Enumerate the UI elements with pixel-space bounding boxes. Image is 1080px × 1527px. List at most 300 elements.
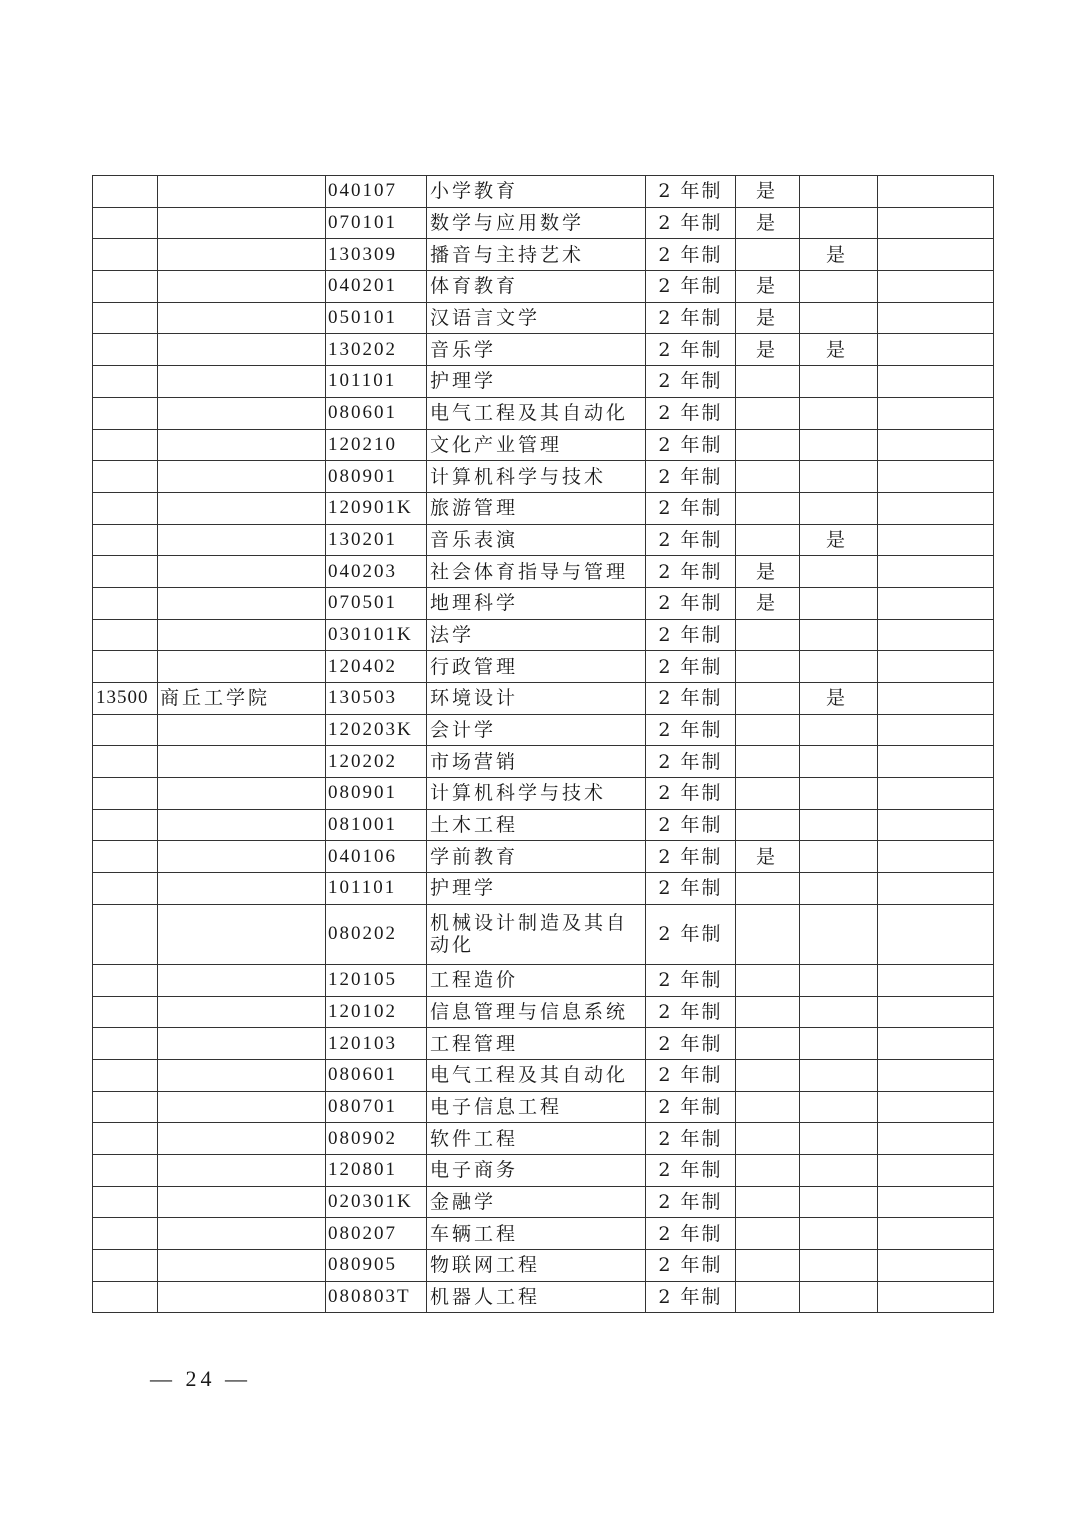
major-code-cell: 120203K [326, 714, 427, 746]
flag-2-cell [800, 461, 878, 493]
table-row [93, 619, 994, 651]
major-code-cell: 040107 [326, 176, 427, 208]
duration-cell: 2 年制 [646, 366, 736, 398]
major-name-cell: 体育教育 [427, 271, 646, 303]
institution-code-cell: 13500 [93, 683, 158, 715]
flag-2-cell [800, 809, 878, 841]
flag-2-cell [800, 619, 878, 651]
flag-2-cell [800, 714, 878, 746]
duration-cell: 2 年制 [646, 492, 736, 524]
flag-2-cell: 是 [800, 524, 878, 556]
remark-cell [878, 302, 994, 334]
remark-cell [878, 1059, 994, 1091]
duration-cell: 2 年制 [646, 524, 736, 556]
major-code-cell: 080803T [326, 1281, 427, 1313]
major-name-cell: 电子商务 [427, 1154, 646, 1186]
flag-2-cell [800, 587, 878, 619]
institution-name-cell [158, 1186, 326, 1218]
duration-cell: 2 年制 [646, 1059, 736, 1091]
duration-cell: 2 年制 [646, 996, 736, 1028]
table-row [93, 683, 994, 715]
major-name-cell: 汉语言文学 [427, 302, 646, 334]
flag-2-cell [800, 904, 878, 964]
major-name-cell: 护理学 [427, 873, 646, 905]
remark-cell [878, 809, 994, 841]
table-row [93, 651, 994, 683]
duration-cell: 2 年制 [646, 461, 736, 493]
flag-1-cell: 是 [736, 271, 800, 303]
institution-code-cell [93, 1059, 158, 1091]
major-name-cell: 护理学 [427, 366, 646, 398]
institution-code-cell [93, 1281, 158, 1313]
institution-code-cell [93, 996, 158, 1028]
table-row [93, 176, 994, 208]
table-row [93, 366, 994, 398]
major-name-cell: 行政管理 [427, 651, 646, 683]
institution-code-cell [93, 1091, 158, 1123]
institution-code-cell [93, 1154, 158, 1186]
flag-1-cell [736, 778, 800, 810]
duration-cell: 2 年制 [646, 429, 736, 461]
table-row [93, 1250, 994, 1282]
major-code-cell: 101101 [326, 873, 427, 905]
remark-cell [878, 429, 994, 461]
remark-cell [878, 492, 994, 524]
major-name-cell: 软件工程 [427, 1123, 646, 1155]
flag-1-cell [736, 1154, 800, 1186]
major-code-cell: 120801 [326, 1154, 427, 1186]
flag-1-cell [736, 492, 800, 524]
duration-cell: 2 年制 [646, 619, 736, 651]
institution-name-cell [158, 809, 326, 841]
institution-name-cell [158, 524, 326, 556]
table-body [93, 176, 994, 1313]
remark-cell [878, 683, 994, 715]
flag-1-cell [736, 1028, 800, 1060]
flag-2-cell [800, 556, 878, 588]
flag-2-cell [800, 271, 878, 303]
major-name-cell: 小学教育 [427, 176, 646, 208]
flag-2-cell [800, 841, 878, 873]
flag-1-cell [736, 873, 800, 905]
major-code-cell: 070501 [326, 587, 427, 619]
flag-2-cell: 是 [800, 683, 878, 715]
institution-code-cell [93, 587, 158, 619]
institution-name-cell [158, 207, 326, 239]
table-row [93, 334, 994, 366]
remark-cell [878, 873, 994, 905]
institution-code-cell [93, 397, 158, 429]
institution-name-cell [158, 841, 326, 873]
flag-1-cell [736, 1091, 800, 1123]
flag-1-cell [736, 683, 800, 715]
flag-1-cell [736, 904, 800, 964]
remark-cell [878, 461, 994, 493]
remark-cell [878, 1123, 994, 1155]
institution-code-cell [93, 207, 158, 239]
major-name-cell: 车辆工程 [427, 1218, 646, 1250]
institution-name-cell [158, 1123, 326, 1155]
major-name-cell: 市场营销 [427, 746, 646, 778]
major-code-cell: 130201 [326, 524, 427, 556]
remark-cell [878, 1154, 994, 1186]
institution-name-cell [158, 271, 326, 303]
institution-code-cell [93, 778, 158, 810]
institution-code-cell [93, 524, 158, 556]
table-row [93, 873, 994, 905]
institution-code-cell [93, 841, 158, 873]
institution-code-cell [93, 1250, 158, 1282]
major-code-cell: 130503 [326, 683, 427, 715]
flag-1-cell [736, 651, 800, 683]
table-row [93, 964, 994, 996]
institution-code-cell [93, 619, 158, 651]
remark-cell [878, 996, 994, 1028]
flag-1-cell: 是 [736, 176, 800, 208]
major-code-cell: 080701 [326, 1091, 427, 1123]
remark-cell [878, 239, 994, 271]
table-row [93, 556, 994, 588]
major-name-cell: 计算机科学与技术 [427, 461, 646, 493]
duration-cell: 2 年制 [646, 397, 736, 429]
remark-cell [878, 271, 994, 303]
institution-name-cell [158, 397, 326, 429]
table-row [93, 746, 994, 778]
major-code-cell: 130309 [326, 239, 427, 271]
duration-cell: 2 年制 [646, 1123, 736, 1155]
duration-cell: 2 年制 [646, 746, 736, 778]
major-code-cell: 120202 [326, 746, 427, 778]
major-code-cell: 050101 [326, 302, 427, 334]
flag-2-cell [800, 1186, 878, 1218]
table-row [93, 1028, 994, 1060]
major-name-cell: 会计学 [427, 714, 646, 746]
table-row [93, 1218, 994, 1250]
table-row [93, 1154, 994, 1186]
remark-cell [878, 651, 994, 683]
institution-name-cell [158, 619, 326, 651]
duration-cell: 2 年制 [646, 1186, 736, 1218]
major-name-cell: 工程造价 [427, 964, 646, 996]
major-name-cell: 机械设计制造及其自动化 [427, 904, 646, 964]
institution-code-cell [93, 1218, 158, 1250]
duration-cell: 2 年制 [646, 1028, 736, 1060]
flag-2-cell [800, 492, 878, 524]
major-name-cell: 环境设计 [427, 683, 646, 715]
flag-1-cell [736, 239, 800, 271]
institution-name-cell [158, 492, 326, 524]
duration-cell: 2 年制 [646, 239, 736, 271]
flag-1-cell [736, 714, 800, 746]
major-code-cell: 120103 [326, 1028, 427, 1060]
institution-code-cell [93, 651, 158, 683]
institution-name-cell [158, 746, 326, 778]
institution-name-cell [158, 587, 326, 619]
duration-cell: 2 年制 [646, 964, 736, 996]
major-code-cell: 120402 [326, 651, 427, 683]
table-row [93, 1059, 994, 1091]
remark-cell [878, 176, 994, 208]
major-code-cell: 040106 [326, 841, 427, 873]
flag-2-cell [800, 1281, 878, 1313]
institution-code-cell [93, 873, 158, 905]
major-code-cell: 080202 [326, 904, 427, 964]
table-row [93, 1281, 994, 1313]
remark-cell [878, 587, 994, 619]
institution-code-cell [93, 492, 158, 524]
flag-1-cell [736, 524, 800, 556]
major-code-cell: 101101 [326, 366, 427, 398]
institution-name-cell [158, 334, 326, 366]
flag-2-cell [800, 176, 878, 208]
remark-cell [878, 1028, 994, 1060]
remark-cell [878, 1218, 994, 1250]
flag-1-cell [736, 1281, 800, 1313]
institution-code-cell [93, 1186, 158, 1218]
remark-cell [878, 334, 994, 366]
major-name-cell: 法学 [427, 619, 646, 651]
major-code-cell: 080207 [326, 1218, 427, 1250]
institution-code-cell [93, 334, 158, 366]
major-code-cell: 120102 [326, 996, 427, 1028]
duration-cell: 2 年制 [646, 873, 736, 905]
institution-name-cell [158, 239, 326, 271]
duration-cell: 2 年制 [646, 302, 736, 334]
flag-2-cell: 是 [800, 239, 878, 271]
duration-cell: 2 年制 [646, 651, 736, 683]
remark-cell [878, 1186, 994, 1218]
flag-2-cell [800, 873, 878, 905]
flag-1-cell [736, 1218, 800, 1250]
table-row [93, 996, 994, 1028]
table-row [93, 207, 994, 239]
remark-cell [878, 1281, 994, 1313]
institution-name-cell [158, 996, 326, 1028]
institution-name-cell: 商丘工学院 [158, 683, 326, 715]
flag-1-cell [736, 1186, 800, 1218]
institution-name-cell [158, 176, 326, 208]
remark-cell [878, 746, 994, 778]
institution-code-cell [93, 429, 158, 461]
table-row [93, 524, 994, 556]
table-row [93, 809, 994, 841]
institution-name-cell [158, 1028, 326, 1060]
institution-code-cell [93, 1028, 158, 1060]
remark-cell [878, 1091, 994, 1123]
remark-cell [878, 841, 994, 873]
major-code-cell: 081001 [326, 809, 427, 841]
flag-2-cell [800, 1154, 878, 1186]
flag-2-cell [800, 429, 878, 461]
flag-2-cell [800, 366, 878, 398]
flag-1-cell [736, 461, 800, 493]
remark-cell [878, 619, 994, 651]
flag-1-cell: 是 [736, 556, 800, 588]
major-code-cell: 030101K [326, 619, 427, 651]
major-name-cell: 工程管理 [427, 1028, 646, 1060]
major-name-cell: 文化产业管理 [427, 429, 646, 461]
institution-name-cell [158, 366, 326, 398]
duration-cell: 2 年制 [646, 1091, 736, 1123]
major-name-cell: 金融学 [427, 1186, 646, 1218]
major-name-cell: 地理科学 [427, 587, 646, 619]
institution-code-cell [93, 461, 158, 493]
flag-2-cell [800, 778, 878, 810]
flag-2-cell [800, 964, 878, 996]
duration-cell: 2 年制 [646, 1281, 736, 1313]
flag-1-cell: 是 [736, 587, 800, 619]
flag-1-cell: 是 [736, 334, 800, 366]
institution-name-cell [158, 964, 326, 996]
institution-name-cell [158, 873, 326, 905]
institution-name-cell [158, 302, 326, 334]
flag-1-cell [736, 429, 800, 461]
table-row [93, 587, 994, 619]
flag-2-cell [800, 397, 878, 429]
major-name-cell: 电气工程及其自动化 [427, 397, 646, 429]
institution-code-cell [93, 366, 158, 398]
flag-1-cell [736, 809, 800, 841]
institution-name-cell [158, 429, 326, 461]
table-row [93, 492, 994, 524]
duration-cell: 2 年制 [646, 334, 736, 366]
institution-name-cell [158, 1250, 326, 1282]
institution-name-cell [158, 1218, 326, 1250]
major-name-cell: 播音与主持艺术 [427, 239, 646, 271]
institution-code-cell [93, 176, 158, 208]
page-number: — 24 — [150, 1366, 251, 1391]
duration-cell: 2 年制 [646, 904, 736, 964]
duration-cell: 2 年制 [646, 207, 736, 239]
major-name-cell: 电气工程及其自动化 [427, 1059, 646, 1091]
remark-cell [878, 964, 994, 996]
remark-cell [878, 1250, 994, 1282]
institution-code-cell [93, 556, 158, 588]
major-code-cell: 070101 [326, 207, 427, 239]
duration-cell: 2 年制 [646, 809, 736, 841]
table-row [93, 1091, 994, 1123]
institution-name-cell [158, 904, 326, 964]
table-row [93, 714, 994, 746]
major-name-cell: 计算机科学与技术 [427, 778, 646, 810]
institution-name-cell [158, 1154, 326, 1186]
major-code-cell: 120210 [326, 429, 427, 461]
remark-cell [878, 366, 994, 398]
major-code-cell: 130202 [326, 334, 427, 366]
duration-cell: 2 年制 [646, 1250, 736, 1282]
institution-code-cell [93, 271, 158, 303]
major-name-cell: 学前教育 [427, 841, 646, 873]
remark-cell [878, 397, 994, 429]
duration-cell: 2 年制 [646, 683, 736, 715]
institution-code-cell [93, 964, 158, 996]
major-code-cell: 120901K [326, 492, 427, 524]
major-name-cell: 电子信息工程 [427, 1091, 646, 1123]
duration-cell: 2 年制 [646, 587, 736, 619]
institution-code-cell [93, 1123, 158, 1155]
institution-code-cell [93, 746, 158, 778]
major-name-cell: 信息管理与信息系统 [427, 996, 646, 1028]
flag-1-cell [736, 619, 800, 651]
major-code-cell: 080601 [326, 1059, 427, 1091]
major-code-cell: 080601 [326, 397, 427, 429]
table-row [93, 271, 994, 303]
duration-cell: 2 年制 [646, 714, 736, 746]
institution-code-cell [93, 302, 158, 334]
flag-1-cell: 是 [736, 841, 800, 873]
duration-cell: 2 年制 [646, 271, 736, 303]
flag-2-cell [800, 996, 878, 1028]
duration-cell: 2 年制 [646, 1218, 736, 1250]
duration-cell: 2 年制 [646, 841, 736, 873]
table-row [93, 461, 994, 493]
table-row [93, 1123, 994, 1155]
flag-2-cell [800, 1218, 878, 1250]
remark-cell [878, 714, 994, 746]
major-name-cell: 音乐表演 [427, 524, 646, 556]
major-code-cell: 080901 [326, 778, 427, 810]
major-name-cell: 数学与应用数学 [427, 207, 646, 239]
flag-1-cell: 是 [736, 207, 800, 239]
flag-2-cell [800, 1028, 878, 1060]
flag-1-cell [736, 964, 800, 996]
table-row [93, 1186, 994, 1218]
flag-2-cell [800, 746, 878, 778]
major-code-cell: 080905 [326, 1250, 427, 1282]
flag-2-cell: 是 [800, 334, 878, 366]
table-row [93, 429, 994, 461]
flag-1-cell [736, 996, 800, 1028]
institution-code-cell [93, 809, 158, 841]
table-row [93, 397, 994, 429]
major-code-cell: 020301K [326, 1186, 427, 1218]
flag-1-cell [736, 366, 800, 398]
flag-1-cell: 是 [736, 302, 800, 334]
institution-code-cell [93, 714, 158, 746]
duration-cell: 2 年制 [646, 1154, 736, 1186]
flag-1-cell [736, 1123, 800, 1155]
flag-2-cell [800, 651, 878, 683]
remark-cell [878, 904, 994, 964]
remark-cell [878, 207, 994, 239]
institution-name-cell [158, 778, 326, 810]
flag-2-cell [800, 302, 878, 334]
major-code-cell: 040203 [326, 556, 427, 588]
table-row [93, 239, 994, 271]
institution-code-cell [93, 239, 158, 271]
major-name-cell: 旅游管理 [427, 492, 646, 524]
duration-cell: 2 年制 [646, 556, 736, 588]
flag-2-cell [800, 207, 878, 239]
majors-table [92, 175, 994, 1313]
major-code-cell: 080901 [326, 461, 427, 493]
institution-name-cell [158, 461, 326, 493]
duration-cell: 2 年制 [646, 778, 736, 810]
table-row [93, 778, 994, 810]
remark-cell [878, 524, 994, 556]
major-name-cell: 土木工程 [427, 809, 646, 841]
institution-name-cell [158, 556, 326, 588]
institution-name-cell [158, 714, 326, 746]
major-name-cell: 社会体育指导与管理 [427, 556, 646, 588]
major-code-cell: 080902 [326, 1123, 427, 1155]
remark-cell [878, 556, 994, 588]
table-row [93, 841, 994, 873]
duration-cell: 2 年制 [646, 176, 736, 208]
table-row [93, 302, 994, 334]
institution-name-cell [158, 1281, 326, 1313]
major-name-cell: 物联网工程 [427, 1250, 646, 1282]
